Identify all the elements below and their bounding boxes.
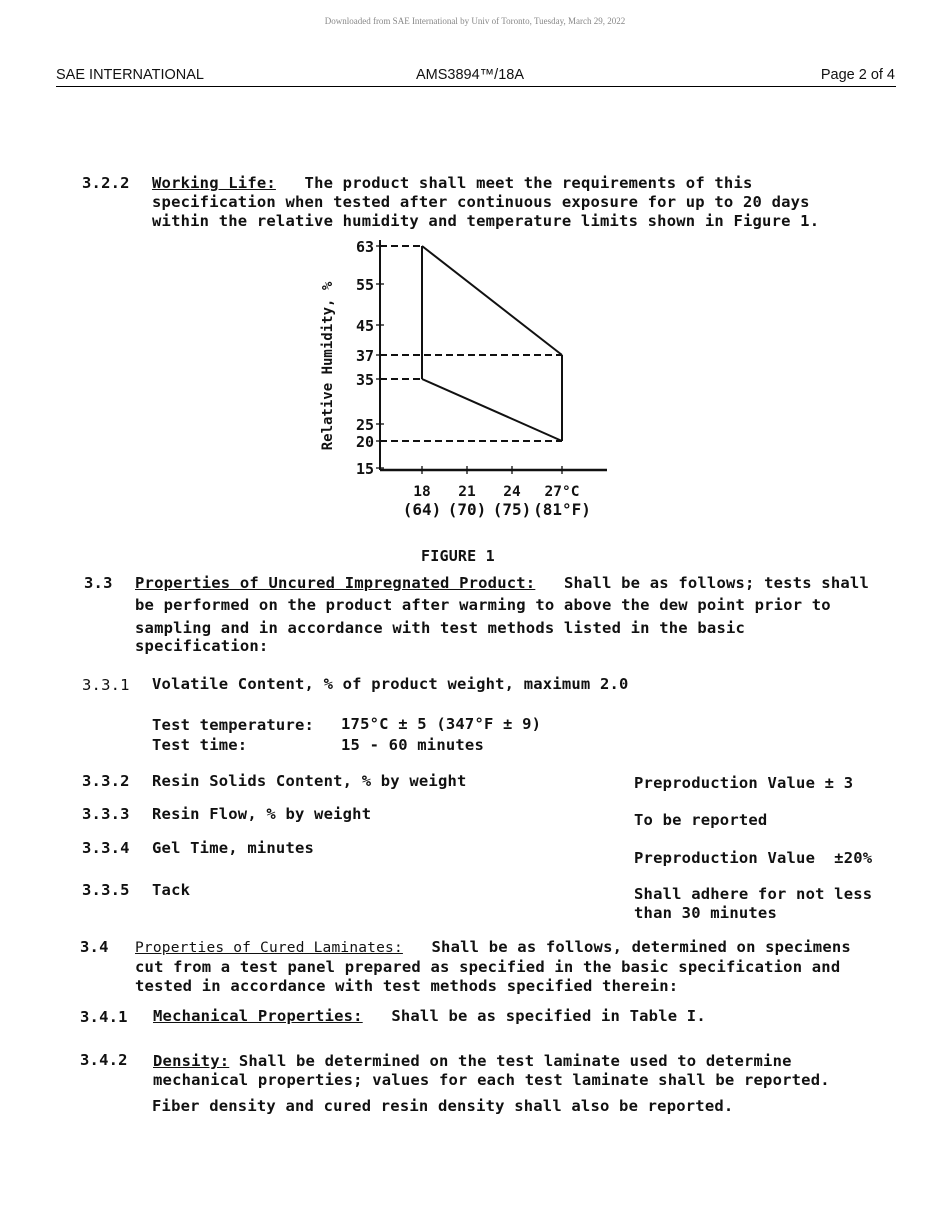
test-time-label: Test time: <box>152 736 248 754</box>
section-3-4-1-line <box>153 1007 706 1026</box>
section-3-4-2-number: 3.4.2 <box>80 1051 128 1069</box>
x-tick-label-fahrenheit: (64) <box>402 500 442 519</box>
section-3-4-1-title: Mechanical Properties: <box>153 1007 363 1025</box>
property-row-number: 3.3.5 <box>82 881 130 899</box>
section-3-2-2-number: 3.2.2 <box>82 174 130 192</box>
y-tick-label: 37 <box>355 347 374 365</box>
property-row-value: To be reported <box>634 811 768 829</box>
section-3-4-text-3: tested in accordance with test methods specified therein: <box>135 977 679 995</box>
property-row-label: Resin Flow, % by weight <box>152 805 372 823</box>
property-row-value: Shall adhere for not less <box>634 885 873 903</box>
section-3-3-text-2: be performed on the product after warming to above the dew point prior to <box>135 596 831 614</box>
x-tick-label-celsius: 21 <box>458 484 476 500</box>
figure-1-caption: FIGURE 1 <box>421 547 495 565</box>
section-3-4-2-line-1 <box>153 1052 792 1071</box>
section-3-3-text-4: specification: <box>135 637 269 655</box>
section-3-2-2-text-2: specification when tested after continuous exposure for up to 20 days <box>152 193 810 211</box>
property-row-number: 3.3.3 <box>82 805 130 823</box>
x-tick-label-celsius: 27°C <box>544 484 580 500</box>
property-row-value: Preproduction Value ± 3 <box>634 774 854 792</box>
test-temperature-label: Test temperature: <box>152 716 315 734</box>
x-tick-label-fahrenheit: (75) <box>492 500 532 519</box>
section-3-4-text-1: Shall be as follows, determined on specimens <box>431 938 851 956</box>
y-tick-label: 25 <box>355 416 374 434</box>
test-time-value: 15 - 60 minutes <box>341 736 484 754</box>
x-tick-label-celsius: 24 <box>503 484 521 500</box>
section-3-4-text-2: cut from a test panel prepared as specified in the basic specification and <box>135 958 841 976</box>
section-3-3-line-1 <box>135 574 869 593</box>
x-tick-label-fahrenheit: (70) <box>447 500 487 519</box>
section-3-4-1-number: 3.4.1 <box>80 1008 128 1026</box>
section-3-3-text-3: sampling and in accordance with test methods listed in the basic <box>135 619 746 637</box>
header-page-number: Page 2 of 4 <box>820 67 895 83</box>
section-3-3-1-text: Volatile Content, % of product weight, maximum 2.0 <box>152 675 629 693</box>
section-3-3-1-number: 3.3.1 <box>82 676 130 694</box>
section-3-4-number: 3.4 <box>80 938 109 956</box>
y-tick-label: 15 <box>355 460 374 478</box>
property-row-number: 3.3.4 <box>82 839 130 857</box>
property-row-number: 3.3.2 <box>82 772 130 790</box>
y-axis-title: Relative Humidity, % <box>320 281 336 451</box>
section-3-4-line-1 <box>135 938 851 958</box>
y-tick-label: 35 <box>355 371 374 389</box>
x-tick-label-celsius: 18 <box>413 484 431 500</box>
download-watermark: Downloaded from SAE International by Univ of Toronto, Tuesday, March 29, 2022 <box>324 16 626 26</box>
property-row-label: Gel Time, minutes <box>152 839 315 857</box>
section-3-2-2-line-1 <box>152 174 753 193</box>
y-tick-label: 20 <box>355 433 374 451</box>
header-doc-number: AMS3894™/18A <box>416 67 525 83</box>
header-rule <box>56 86 896 87</box>
x-tick-label-fahrenheit: (81°F) <box>533 500 591 519</box>
section-3-2-2-text-1: The product shall meet the requirements of this <box>304 174 753 192</box>
section-3-2-2-title: Working Life: <box>152 174 276 192</box>
y-tick-label: 63 <box>355 238 374 256</box>
section-3-4-2-title: Density: <box>153 1052 230 1070</box>
property-row-label: Tack <box>152 881 191 899</box>
section-3-4-2-text-3: Fiber density and cured resin density shall also be reported. <box>152 1097 734 1115</box>
header-org: SAE INTERNATIONAL <box>56 67 204 83</box>
section-3-3-title: Properties of Uncured Impregnated Product: <box>135 574 536 592</box>
y-tick-label: 55 <box>355 276 374 294</box>
section-3-4-title: Properties of Cured Laminates: <box>135 940 403 956</box>
section-3-3-text-1: Shall be as follows; tests shall <box>563 574 869 592</box>
test-temperature-value: 175°C ± 5 (347°F ± 9) <box>341 715 542 733</box>
property-row-label: Resin Solids Content, % by weight <box>152 772 467 790</box>
property-row-value: Preproduction Value ±20% <box>634 849 873 867</box>
section-3-4-2-text-2: mechanical properties; values for each test laminate shall be reported. <box>153 1071 830 1089</box>
section-3-2-2-text-3: within the relative humidity and temperature limits shown in Figure 1. <box>152 212 820 230</box>
section-3-4-2-text-1: Shall be determined on the test laminate used to determine <box>238 1052 792 1070</box>
figure-1-chart <box>300 228 620 528</box>
y-tick-label: 45 <box>355 317 374 335</box>
section-3-4-1-text: Shall be as specified in Table I. <box>391 1007 706 1025</box>
section-3-3-number: 3.3 <box>84 574 113 592</box>
boundary-line <box>422 246 562 355</box>
property-row-value-cont: than 30 minutes <box>634 904 777 922</box>
boundary-line <box>422 379 562 441</box>
